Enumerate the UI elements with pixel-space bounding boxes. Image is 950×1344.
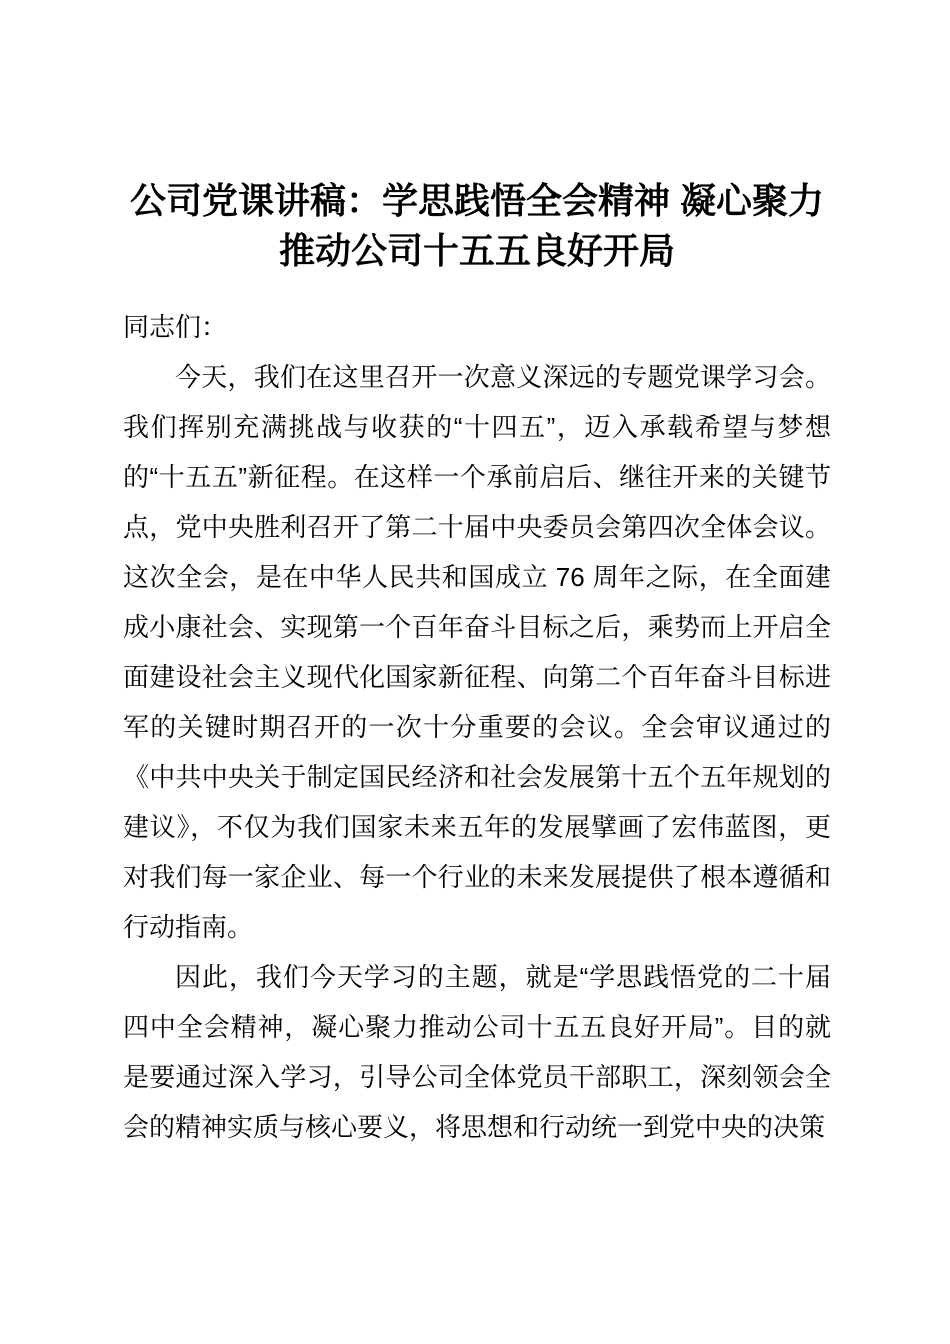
- paragraph-2: 因此，我们今天学习的主题，就是“学思践悟党的二十届四中全会精神，凝心聚力推动公司十五五良好开局”。目的就是要通过深入学习，引导公司全体党员干部职工，深刻领会全会的精神实质与核心要义，将思想和行动统一到党中央的决策: [123, 962, 831, 1142]
- paragraph-1: 今天，我们在这里召开一次意义深远的专题党课学习会。我们挥别充满挑战与收获的“十四五”，迈入承载希望与梦想的“十五五”新征程。在这样一个承前启后、继往开来的关键节点，党中央胜利召开了第二十届中央委员会第四次全体会议。这次全会，是在中华人民共和国成立 76 周年之际，在全面建成小康社会、实现第一个百年奋斗目标之后，乘势而上开启全面建设社会主义现代化国家新征程、向第二个百年奋斗目标进军的关键时期召开的一次十分重要的会议。全会审议通过的《中共中央关于制定国民经济和社会发展第十五个五年规划的建议》，不仅为我们国家未来五年的发展擘画了宏伟蓝图，更对我们每一家企业、每一个行业的未来发展提供了根本遵循和行动指南。: [123, 362, 831, 942]
- document-title: [123, 176, 831, 276]
- document-title-line-1: 公司党课讲稿：学思践悟全会精神 凝心聚力: [129, 180, 824, 221]
- salutation: 同志们：: [123, 312, 228, 342]
- document-title-line-2: 推动公司十五五良好开局: [278, 230, 675, 271]
